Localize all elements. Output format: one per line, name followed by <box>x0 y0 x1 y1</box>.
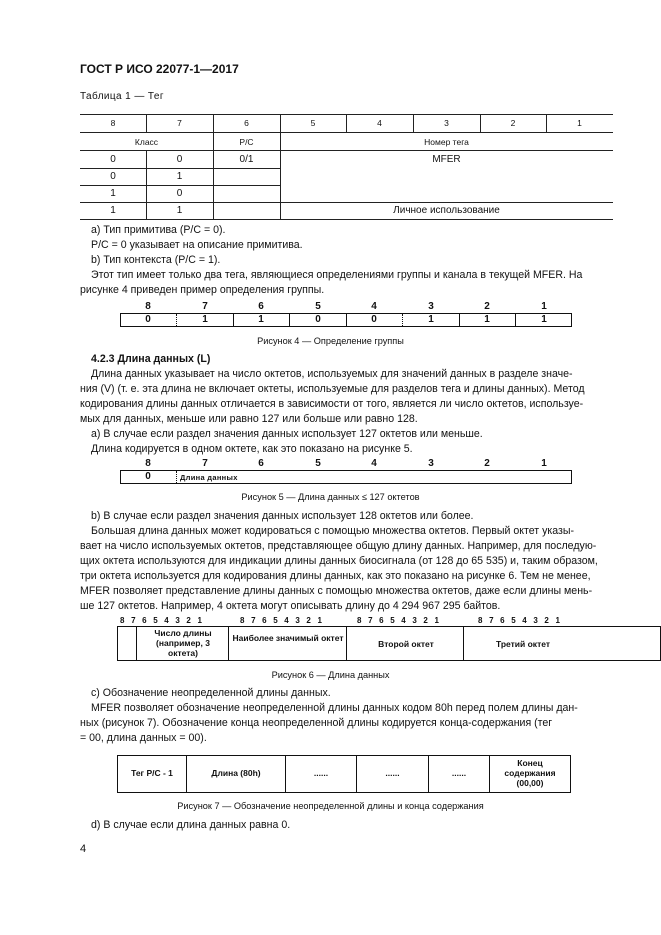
octet-count-cell: Число длины (например, 3 октета) <box>154 628 212 658</box>
text-line: c) Обозначение неопределенной длины данных. <box>91 687 331 699</box>
ellipsis-cell: ...... <box>451 768 467 778</box>
text-line: три октета используется для кодирования длины данных, как это показано на рисунке 6. Тем не менее, <box>80 570 591 582</box>
text-line: Большая длина данных может кодироваться с помощью множества октетов. Первый октет указы- <box>91 525 575 537</box>
bit-number: 3 <box>428 301 434 312</box>
table-cell: 1 <box>176 205 183 216</box>
text-line: вает на число используемых октетов, представляющее общую длину данных. Например, для последую- <box>80 540 597 552</box>
text-line: b) В случае если раздел значения данных использует 128 октетов или более. <box>91 510 474 522</box>
text-line: MFER позволяет обозначение неопределенной длины данных кодом 80h перед полем длины дан- <box>91 702 578 714</box>
text-line: MFER позволяет представление длины данных с помощью множества октетов, даже если длины мень- <box>80 585 593 597</box>
text-line: d) В случае если длина данных равна 0. <box>91 819 291 831</box>
table-cell: 0 <box>176 154 183 165</box>
most-significant-octet: Наиболее значимый октет <box>232 633 344 643</box>
page-number: 4 <box>80 843 87 855</box>
table-caption: Таблица 1 — Тег <box>80 91 164 102</box>
pc-value: 0/1 <box>239 154 254 165</box>
bit-group: 8 7 6 5 4 3 2 1 <box>478 616 563 625</box>
text-line: a) Тип примитива (P/C = 0). <box>91 224 226 236</box>
bit-header: 3 <box>444 118 449 128</box>
text-line: P/C = 0 указывает на описание примитива. <box>91 239 303 251</box>
bit-header: 4 <box>377 118 382 128</box>
tag-table <box>80 114 613 219</box>
bit-group: 8 7 6 5 4 3 2 1 <box>240 616 325 625</box>
section-title: 4.2.3 Длина данных (L) <box>91 353 211 365</box>
bit-number: 6 <box>258 458 264 469</box>
bit-number: 1 <box>541 458 547 469</box>
bit-value: 1 <box>484 314 490 325</box>
second-octet: Второй октет <box>378 639 434 649</box>
tag-number-header: Номер тега <box>424 137 469 147</box>
text-line: мых для данных, меньше или равно 127 или больше или равно 128. <box>80 413 418 425</box>
end-of-content-cell: Конец содержания (00,00) <box>504 758 556 788</box>
table-cell: 1 <box>176 171 183 182</box>
bit-number: 7 <box>202 301 208 312</box>
text-line: ния (V) (т. е. эта длина не включает октеты, используемые для разделов тега и длины данных). Метод <box>80 383 585 395</box>
bit-header: 8 <box>110 118 116 128</box>
table-cell: 0 <box>110 171 116 182</box>
text-line: Этот тип имеет только два тега, являющиеся определениями группы и канала в текущей MFER. На <box>91 269 583 281</box>
bit-header: 7 <box>177 118 182 128</box>
bit-number: 8 <box>145 458 151 469</box>
bit-header: 5 <box>310 118 316 128</box>
data-length-label: Длина данных <box>180 473 238 482</box>
class-header: Класс <box>134 137 159 147</box>
bit-group: 8 7 6 5 4 3 2 1 <box>120 616 205 625</box>
bit-number: 4 <box>371 301 377 312</box>
bit-number: 7 <box>202 458 208 469</box>
bit-header: 2 <box>510 118 516 128</box>
bit-value: 0 <box>315 314 321 325</box>
text-line: a) В случае если раздел значения данных использует 127 октетов или меньше. <box>91 428 483 440</box>
table-cell: 1 <box>110 205 116 216</box>
document-header: ГОСТ Р ИСО 22077-1—2017 <box>80 62 239 76</box>
bit-header: 1 <box>577 118 582 128</box>
text-line: Длина кодируется в одном октете, как это показано на рисунке 5. <box>91 443 413 455</box>
bit-number: 1 <box>541 301 547 312</box>
bit-number: 4 <box>371 458 377 469</box>
text-line: = 00, длина данных = 00). <box>80 732 207 744</box>
bit-value: 1 <box>202 314 208 325</box>
bit-header: 6 <box>244 118 249 128</box>
text-line: ных (рисунок 7). Обозначение конца неопределенной длины кодируется конца-содержания (тег <box>80 717 553 729</box>
bit-number: 6 <box>258 301 264 312</box>
text-line: ше 127 октетов. Например, 4 октета могут описывать длину до 4 294 967 295 байтов. <box>80 600 501 612</box>
first-bit: 0 <box>145 471 151 482</box>
text-line: кодирования длины данных отличается в зависимости от того, является ли число октетов, используе- <box>80 398 584 410</box>
bit-number: 8 <box>145 301 151 312</box>
bit-value: 0 <box>145 314 151 325</box>
text-line: b) Тип контекста (P/C = 1). <box>91 254 221 266</box>
bit-value: 1 <box>428 314 434 325</box>
table-cell: 1 <box>110 188 116 199</box>
text-line: Длина данных указывает на число октетов, используемых для значений данных в разделе значе- <box>91 368 573 380</box>
ellipsis-cell: ...... <box>313 768 329 778</box>
bit-number: 2 <box>484 301 490 312</box>
ellipsis-cell: ...... <box>385 768 400 778</box>
bit-number: 3 <box>428 458 434 469</box>
bit-value: 1 <box>541 314 547 325</box>
figure-4-caption: Рисунок 4 — Определение группы <box>257 336 404 346</box>
private-use: Личное использование <box>393 205 500 216</box>
table-cell: 0 <box>176 188 183 199</box>
table-cell: 0 <box>110 154 116 165</box>
text-line: щих октета используются для индикации длины данных биосигнала (от 128 до 65 535) и, таким образом, <box>80 555 598 567</box>
figure-5-caption: Рисунок 5 — Длина данных ≤ 127 октетов <box>241 492 420 502</box>
bit-value: 0 <box>371 314 377 325</box>
tag-pc-cell: Тег P/C - 1 <box>131 768 173 778</box>
bit-number: 2 <box>484 458 490 469</box>
bit-number: 5 <box>315 458 321 469</box>
bit-value: 1 <box>258 314 264 325</box>
length-80h-cell: Длина (80h) <box>211 768 261 778</box>
bit-group: 8 7 6 5 4 3 2 1 <box>357 616 442 625</box>
bit-number: 5 <box>315 301 321 312</box>
text-line: рисунке 4 приведен пример определения группы. <box>80 284 325 296</box>
figure-7-caption: Рисунок 7 — Обозначение неопределенной длины и конца содержания <box>177 801 484 811</box>
third-octet: Третий октет <box>495 639 551 649</box>
figure-6-caption: Рисунок 6 — Длина данных <box>271 670 390 680</box>
pc-header: P/C <box>239 137 254 147</box>
tag-value: MFER <box>432 154 461 165</box>
